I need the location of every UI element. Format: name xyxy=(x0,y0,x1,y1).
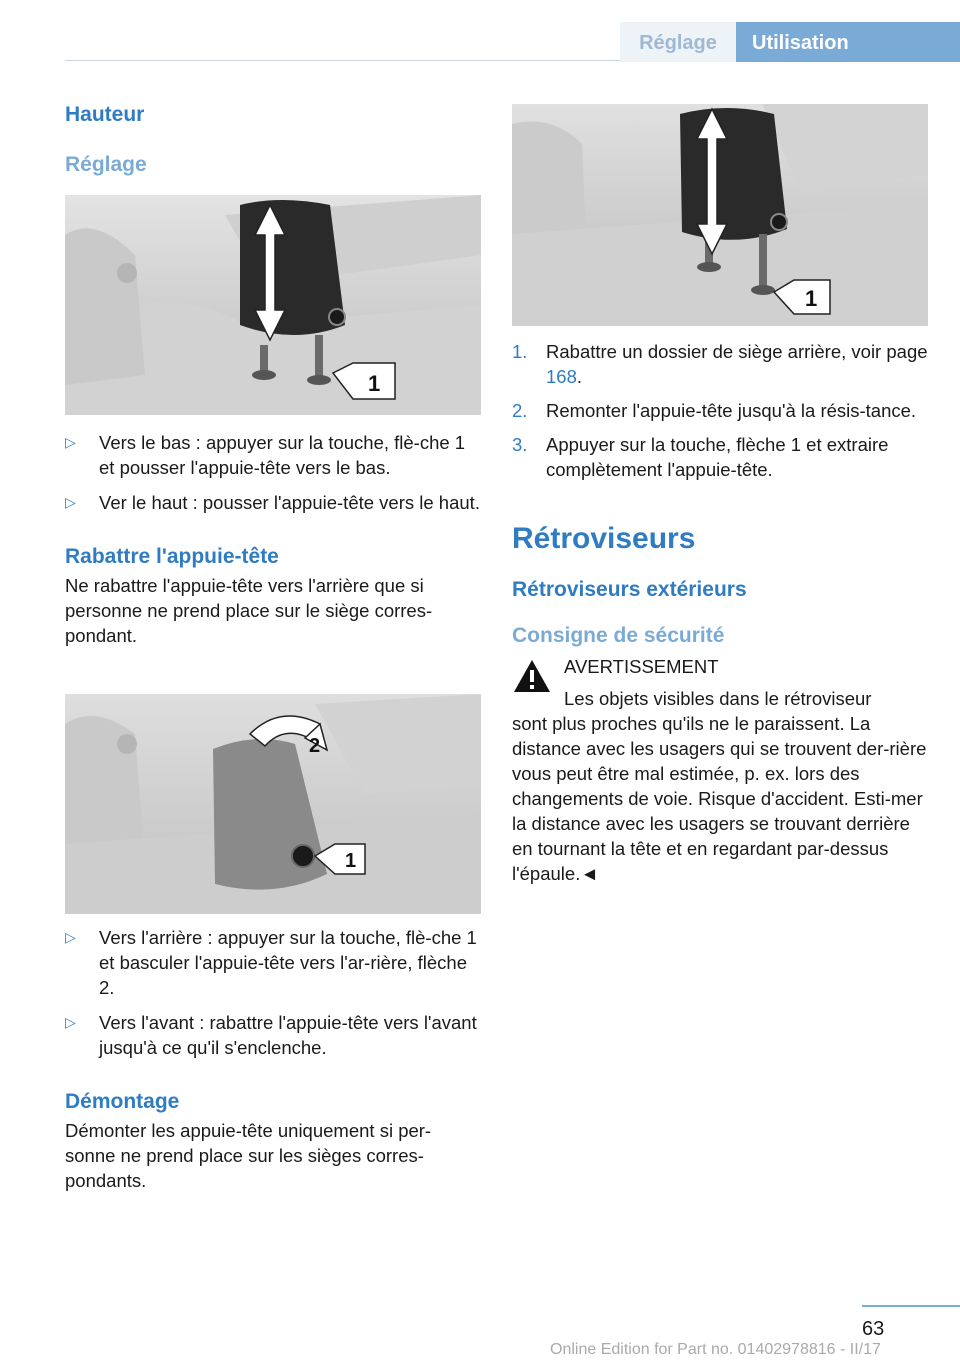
figure-headrest-fold xyxy=(65,694,481,914)
heading-retroviseurs-exterieurs: Rétroviseurs extérieurs xyxy=(512,578,747,601)
bullet-text: Ver le haut : pousser l'appuie-tête vers le haut. xyxy=(99,492,480,513)
figure-headrest-height xyxy=(65,195,481,415)
header-chapter-tab[interactable]: Utilisation xyxy=(736,22,960,62)
list-item xyxy=(512,339,928,389)
paragraph-rabattre: Ne rabattre l'appuie-tête vers l'arrière que si personne ne prend place sur le siège corres-pondant. xyxy=(65,575,433,646)
list-item xyxy=(65,490,481,515)
footer-rule xyxy=(862,1305,960,1307)
step-number: 1. xyxy=(512,341,528,362)
triangle-bullet-icon: ▷ xyxy=(65,929,76,945)
heading-consigne-securite: Consigne de sécurité xyxy=(512,624,725,647)
figure-headrest-removal xyxy=(512,104,928,326)
step-text: Appuyer sur la touche, flèche 1 et extraire complètement l'appuie-tête. xyxy=(546,434,889,480)
bullet-text: Vers le bas : appuyer sur la touche, flè-che 1 et pousser l'appuie-tête vers le bas. xyxy=(99,432,466,478)
heading-retroviseurs: Rétroviseurs xyxy=(512,522,696,555)
page-link[interactable]: 168 xyxy=(546,366,577,387)
warning-block xyxy=(512,654,928,886)
heading-reglage: Réglage xyxy=(65,153,147,176)
triangle-bullet-icon: ▷ xyxy=(65,1014,76,1030)
list-item xyxy=(65,1010,481,1060)
footer-edition: Online Edition for Part no. 01402978816 - II/17 xyxy=(550,1341,881,1358)
left-column xyxy=(65,103,481,177)
warning-first-line: Les objets visibles dans le rétroviseur xyxy=(564,688,872,709)
heading-rabattre: Rabattre l'appuie-tête xyxy=(65,545,279,568)
triangle-bullet-icon: ▷ xyxy=(65,434,76,450)
list-item xyxy=(512,432,928,482)
warning-triangle-icon xyxy=(512,658,552,694)
warning-text: sont plus proches qu'ils ne le paraissent. La distance avec les usagers qui se trouvent der-rière vous peut être mal estimée, p. ex. lors des changements de voie. Risque d'accident. Esti-mer la distance avec les usagers se trouvant derrière en tournant la tête et en regardant par-dessus l'épaule.◄ xyxy=(512,713,927,884)
paragraph-demontage: Démonter les appuie-tête uniquement si per-sonne ne prend place sur les sièges corres-pondants. xyxy=(65,1120,432,1191)
figure1-callout-1: 1 xyxy=(368,371,381,396)
heading-demontage: Démontage xyxy=(65,1090,180,1113)
figure3-callout-1: 1 xyxy=(805,286,818,311)
figure2-callout-2: 2 xyxy=(309,735,321,757)
page-number: 63 xyxy=(862,1318,885,1340)
header-section-tab[interactable]: Réglage xyxy=(620,22,736,62)
step-text: Remonter l'appuie-tête jusqu'à la résis-tance. xyxy=(546,400,917,421)
list-item xyxy=(65,925,481,1000)
bullet-text: Vers l'avant : rabattre l'appuie-tête vers l'avant jusqu'à ce qu'il s'enclenche. xyxy=(99,1012,477,1058)
triangle-bullet-icon: ▷ xyxy=(65,494,76,510)
step-text: Rabattre un dossier de siège arrière, voir page xyxy=(546,341,928,362)
list-item xyxy=(512,398,928,423)
list-item xyxy=(65,430,481,480)
step-number: 3. xyxy=(512,434,528,455)
step-number: 2. xyxy=(512,400,528,421)
bullet-text: Vers l'arrière : appuyer sur la touche, flè-che 1 et basculer l'appuie-tête vers l'ar-rière, flèche 2. xyxy=(99,927,477,998)
left-column-bottom xyxy=(65,925,481,1193)
warning-title: AVERTISSEMENT xyxy=(564,656,719,677)
figure2-callout-1: 1 xyxy=(345,850,357,872)
step-text-after: . xyxy=(576,366,583,387)
right-column xyxy=(512,339,928,886)
heading-hauteur: Hauteur xyxy=(65,103,145,126)
left-column-mid xyxy=(65,430,481,648)
